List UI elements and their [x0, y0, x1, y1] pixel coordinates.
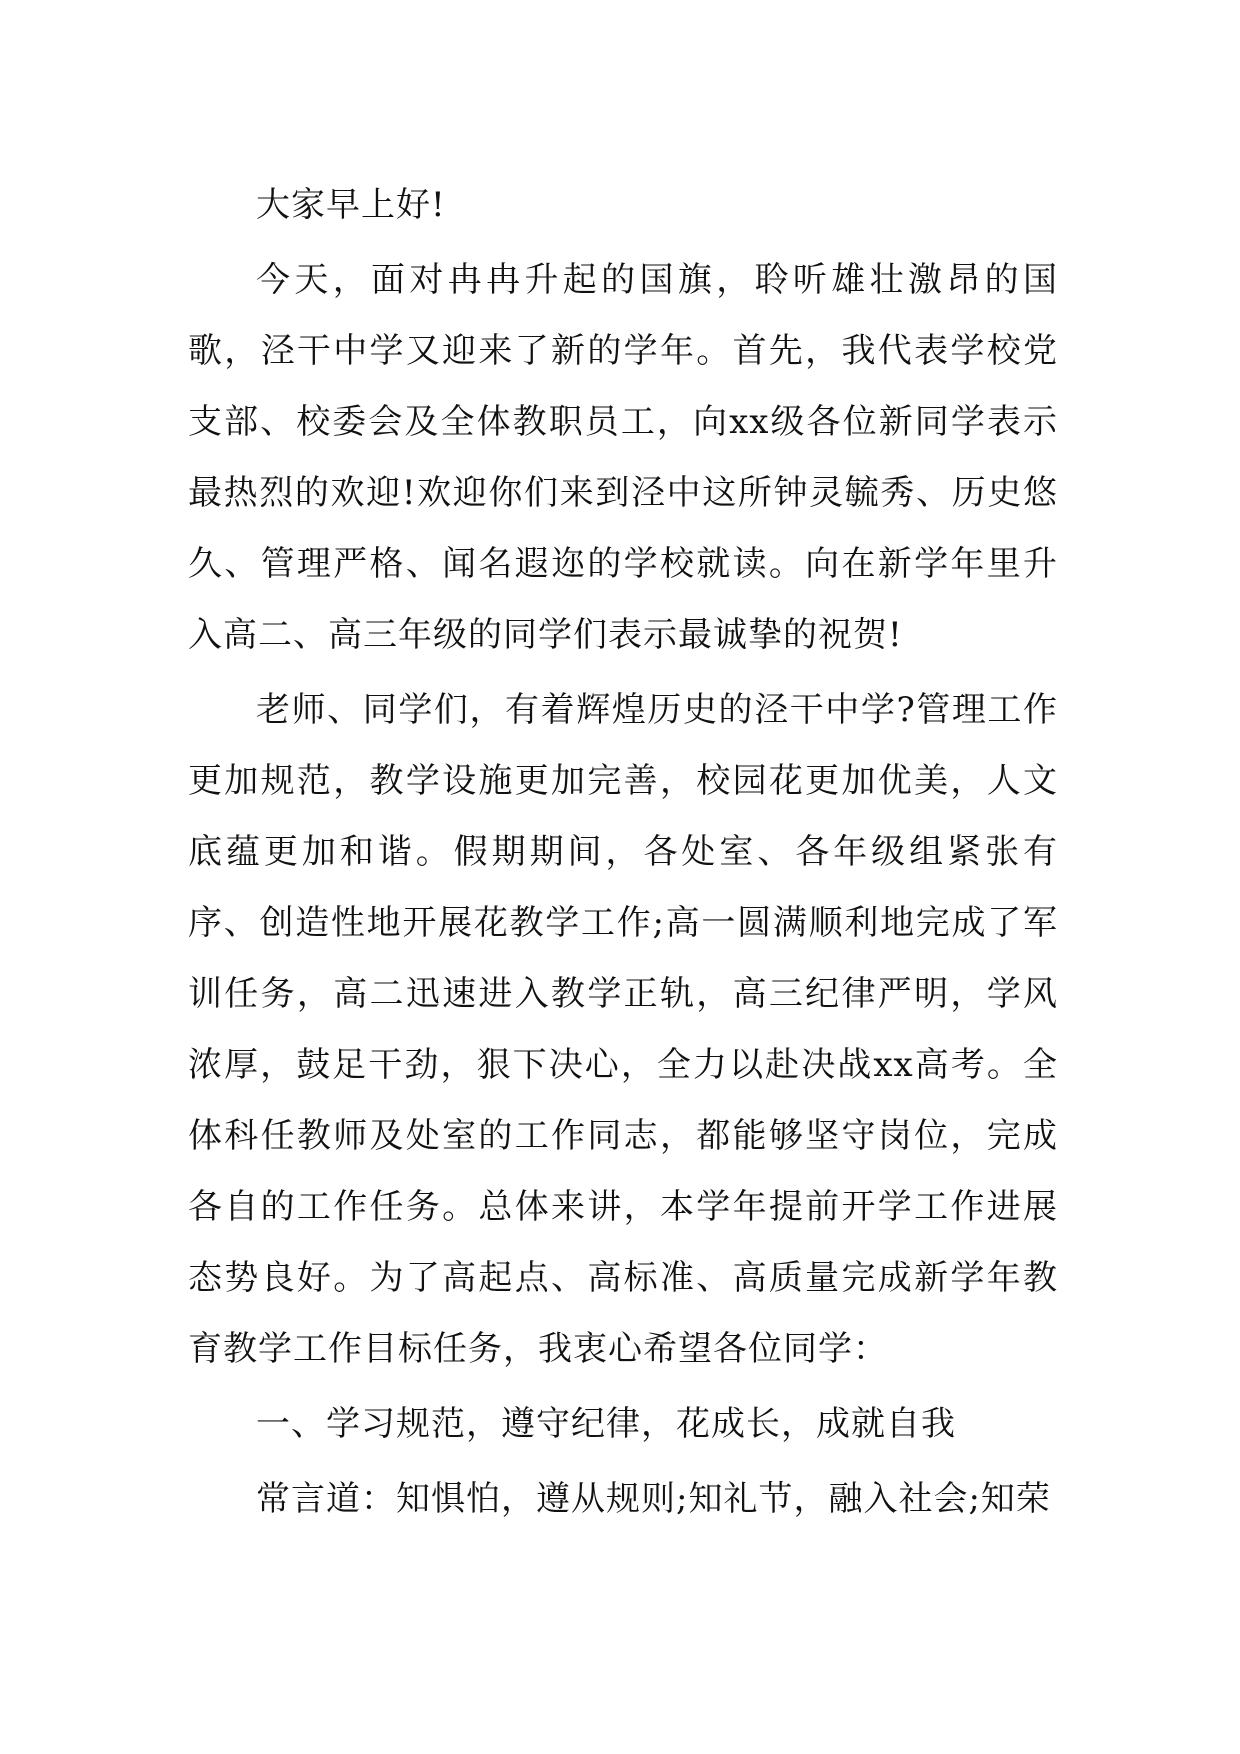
paragraph-school-progress: 老师、同学们，有着辉煌历史的泾干中学?管理工作更加规范，教学设施更加完善，校园花更加优美，人文底蕴更加和谐。假期期间，各处室、各年级组紧张有序、创造性地开展花教学工作;高一圆满顺利地完成了军训任务，高二迅速进入教学正轨，高三纪律严明，学风浓厚，鼓足干劲，狠下决心，全力以赴决战xx高考。全体科任教师及处室的工作同志，都能够坚守岗位，完成各自的工作任务。总体来讲，本学年提前开学工作进展态势良好。为了高起点、高标准、高质量完成新学年教育教学工作目标任务，我衷心希望各位同学： [188, 690, 1058, 1369]
paragraph-greeting: 大家早上好! [256, 185, 446, 225]
paragraph-welcome: 今天，面对冉冉升起的国旗，聆听雄壮激昂的国歌，泾干中学又迎来了新的学年。首先，我代表学校党支部、校委会及全体教职员工，向xx级各位新同学表示最热烈的欢迎!欢迎你们来到泾中这所钟灵毓秀、历史悠久、管理严格、闻名遐迩的学校就读。向在新学年里升入高二、高三年级的同学们表示最诚挚的祝贺! [188, 260, 1058, 655]
paragraph-section-heading: 一、学习规范，遵守纪律，花成长，成就自我 [256, 1404, 956, 1444]
paragraph-saying: 常言道：知惧怕，遵从规则;知礼节，融入社会;知荣 [256, 1479, 1051, 1519]
document-body [188, 170, 1058, 1539]
